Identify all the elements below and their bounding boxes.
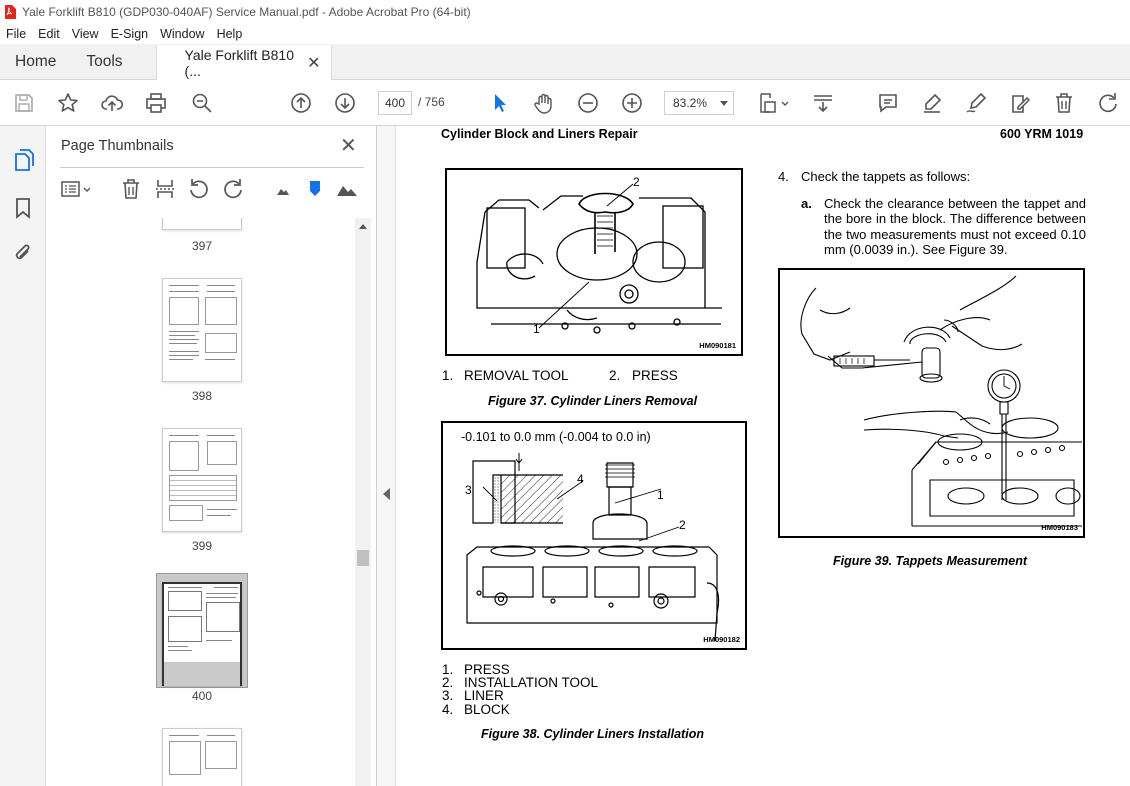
bookmark-star-icon[interactable]: [56, 91, 80, 115]
next-page-icon[interactable]: [333, 91, 357, 115]
thumbnail-options-icon[interactable]: [60, 178, 82, 200]
page-thumbnails-icon[interactable]: [11, 148, 35, 172]
left-tool-rail: [0, 126, 46, 786]
fig38-tolerance: -0.101 to 0.0 mm (-0.004 to 0.0 in): [461, 430, 651, 444]
tab-home[interactable]: Home: [15, 52, 57, 70]
zoom-level-select[interactable]: [664, 91, 734, 115]
fig37-legend-1-num: 1.: [442, 368, 454, 383]
page-header-code: 600 YRM 1019: [1000, 127, 1084, 141]
thumbnail-label: 397: [191, 239, 213, 253]
save-icon[interactable]: [12, 91, 36, 115]
thumbnails-panel: [46, 126, 377, 786]
cylinder-liners-installation-drawing: [443, 423, 745, 648]
fig37-callout-2: 2: [633, 175, 640, 189]
scroll-mode-icon[interactable]: [811, 91, 835, 115]
chevron-down-icon: [720, 101, 728, 106]
scrollbar-thumb[interactable]: [357, 550, 369, 566]
edit-pdf-icon[interactable]: [1008, 91, 1032, 115]
menu-bar: [0, 24, 1130, 44]
figure-37-image: [445, 168, 743, 356]
menu-window[interactable]: Window: [160, 27, 205, 41]
thumbnail-smaller-icon[interactable]: [272, 178, 294, 200]
highlight-pen-icon[interactable]: [920, 91, 944, 115]
page-number-input[interactable]: 400: [378, 91, 412, 115]
menu-file[interactable]: File: [6, 27, 27, 41]
fig39-code: HM090183: [1041, 523, 1078, 532]
panel-divider: [60, 167, 364, 168]
cylinder-liners-removal-drawing: [447, 170, 741, 354]
menu-edit[interactable]: Edit: [38, 27, 60, 41]
tab-close-icon[interactable]: ✕: [307, 54, 321, 72]
thumbnail-size-slider[interactable]: [304, 178, 326, 200]
fig37-callout-1: 1: [533, 322, 540, 336]
zoom-out-icon[interactable]: [576, 91, 600, 115]
fig38-callout-1: 1: [657, 488, 664, 502]
fig37-code: HM090181: [699, 341, 736, 350]
figure-38-image: [441, 421, 747, 650]
rotate-icon[interactable]: [1096, 91, 1120, 115]
panel-collapse-handle[interactable]: [377, 126, 396, 786]
extract-page-icon[interactable]: [154, 178, 176, 200]
page-header-title: Cylinder Block and Liners Repair: [441, 127, 638, 141]
thumbnail-label: 399: [191, 539, 213, 553]
fig37-legend-2-num: 2.: [609, 368, 621, 383]
panel-title: Page Thumbnails: [61, 138, 174, 154]
delete-trash-icon[interactable]: [1052, 91, 1076, 115]
window-titlebar: [0, 0, 1130, 24]
rotate-left-icon[interactable]: [188, 178, 210, 200]
fig39-caption: Figure 39. Tappets Measurement: [833, 554, 1028, 568]
window-title: Yale Forklift B810 (GDP030-040AF) Service Manual.pdf - Adobe Acrobat Pro (64-bit): [22, 5, 471, 19]
thumbnail-list[interactable]: [46, 218, 356, 786]
thumbnail-page[interactable]: [162, 728, 242, 786]
step-4-number: 4.: [778, 169, 789, 184]
tab-document-label: Yale Forklift B810 (...: [184, 46, 295, 79]
delete-page-icon[interactable]: [120, 178, 142, 200]
fig38-callout-2: 2: [679, 518, 686, 532]
tab-bar: [0, 44, 1130, 80]
sign-pen-icon[interactable]: [964, 91, 988, 115]
thumbnail-page[interactable]: [162, 218, 242, 230]
thumbnail-scrollbar[interactable]: [355, 218, 371, 786]
hand-tool-icon[interactable]: [532, 91, 556, 115]
fig37-legend-2: PRESS: [632, 368, 678, 383]
zoom-search-icon[interactable]: [190, 91, 214, 115]
fig38-callout-3: 3: [465, 483, 472, 497]
cloud-upload-icon[interactable]: [100, 91, 124, 115]
fig38-caption: Figure 38. Cylinder Liners Installation: [481, 727, 704, 741]
menu-help[interactable]: Help: [216, 27, 243, 41]
comment-icon[interactable]: [876, 91, 900, 115]
document-page: [396, 126, 1130, 786]
page-total: / 756: [418, 95, 445, 109]
scroll-up-icon[interactable]: [359, 224, 367, 229]
thumbnail-page[interactable]: [162, 278, 242, 382]
thumbnail-label: 400: [191, 689, 213, 703]
bookmarks-icon[interactable]: [11, 196, 35, 220]
step-4-text: Check the tappets as follows:: [801, 169, 971, 184]
thumbnail-larger-icon[interactable]: [336, 178, 358, 200]
tab-document[interactable]: [156, 45, 332, 80]
step-4a-number: a.: [801, 196, 812, 211]
print-icon[interactable]: [144, 91, 168, 115]
previous-page-icon[interactable]: [289, 91, 313, 115]
thumbnail-label: 398: [191, 389, 213, 403]
fig38-legend: 1. PRESS 2. INSTALLATION TOOL 3. LINER 4. BLOCK: [442, 662, 599, 717]
collapse-arrow-icon: [383, 488, 390, 500]
select-cursor-icon[interactable]: [488, 91, 512, 115]
attachments-paperclip-icon[interactable]: [11, 241, 35, 265]
fig37-legend-1: REMOVAL TOOL: [464, 368, 569, 383]
thumbnail-page[interactable]: [162, 428, 242, 532]
figure-39-image: [778, 268, 1085, 538]
acrobat-pdf-icon: [4, 5, 16, 19]
main-toolbar: [0, 80, 1130, 126]
fig38-code: HM090182: [703, 635, 740, 644]
step-4a-text: Check the clearance between the tappet and the bore in the block. The difference between the two measurements must not exceed 0.10 mm (0.0039 in.). See Figure 39.: [824, 196, 1086, 257]
fig38-callout-4: 4: [577, 472, 584, 486]
menu-esign[interactable]: E-Sign: [110, 27, 149, 41]
thumbnail-page-current[interactable]: [162, 582, 242, 686]
tappets-measurement-drawing: [780, 270, 1083, 536]
zoom-level-value: 83.2%: [673, 96, 708, 110]
menu-view[interactable]: View: [71, 27, 99, 41]
fig37-caption: Figure 37. Cylinder Liners Removal: [488, 394, 698, 408]
page-fit-icon[interactable]: [756, 91, 780, 115]
tab-tools[interactable]: Tools: [86, 52, 123, 70]
zoom-in-icon[interactable]: [620, 91, 644, 115]
panel-close-icon[interactable]: ✕: [340, 135, 357, 157]
rotate-right-icon[interactable]: [222, 178, 244, 200]
